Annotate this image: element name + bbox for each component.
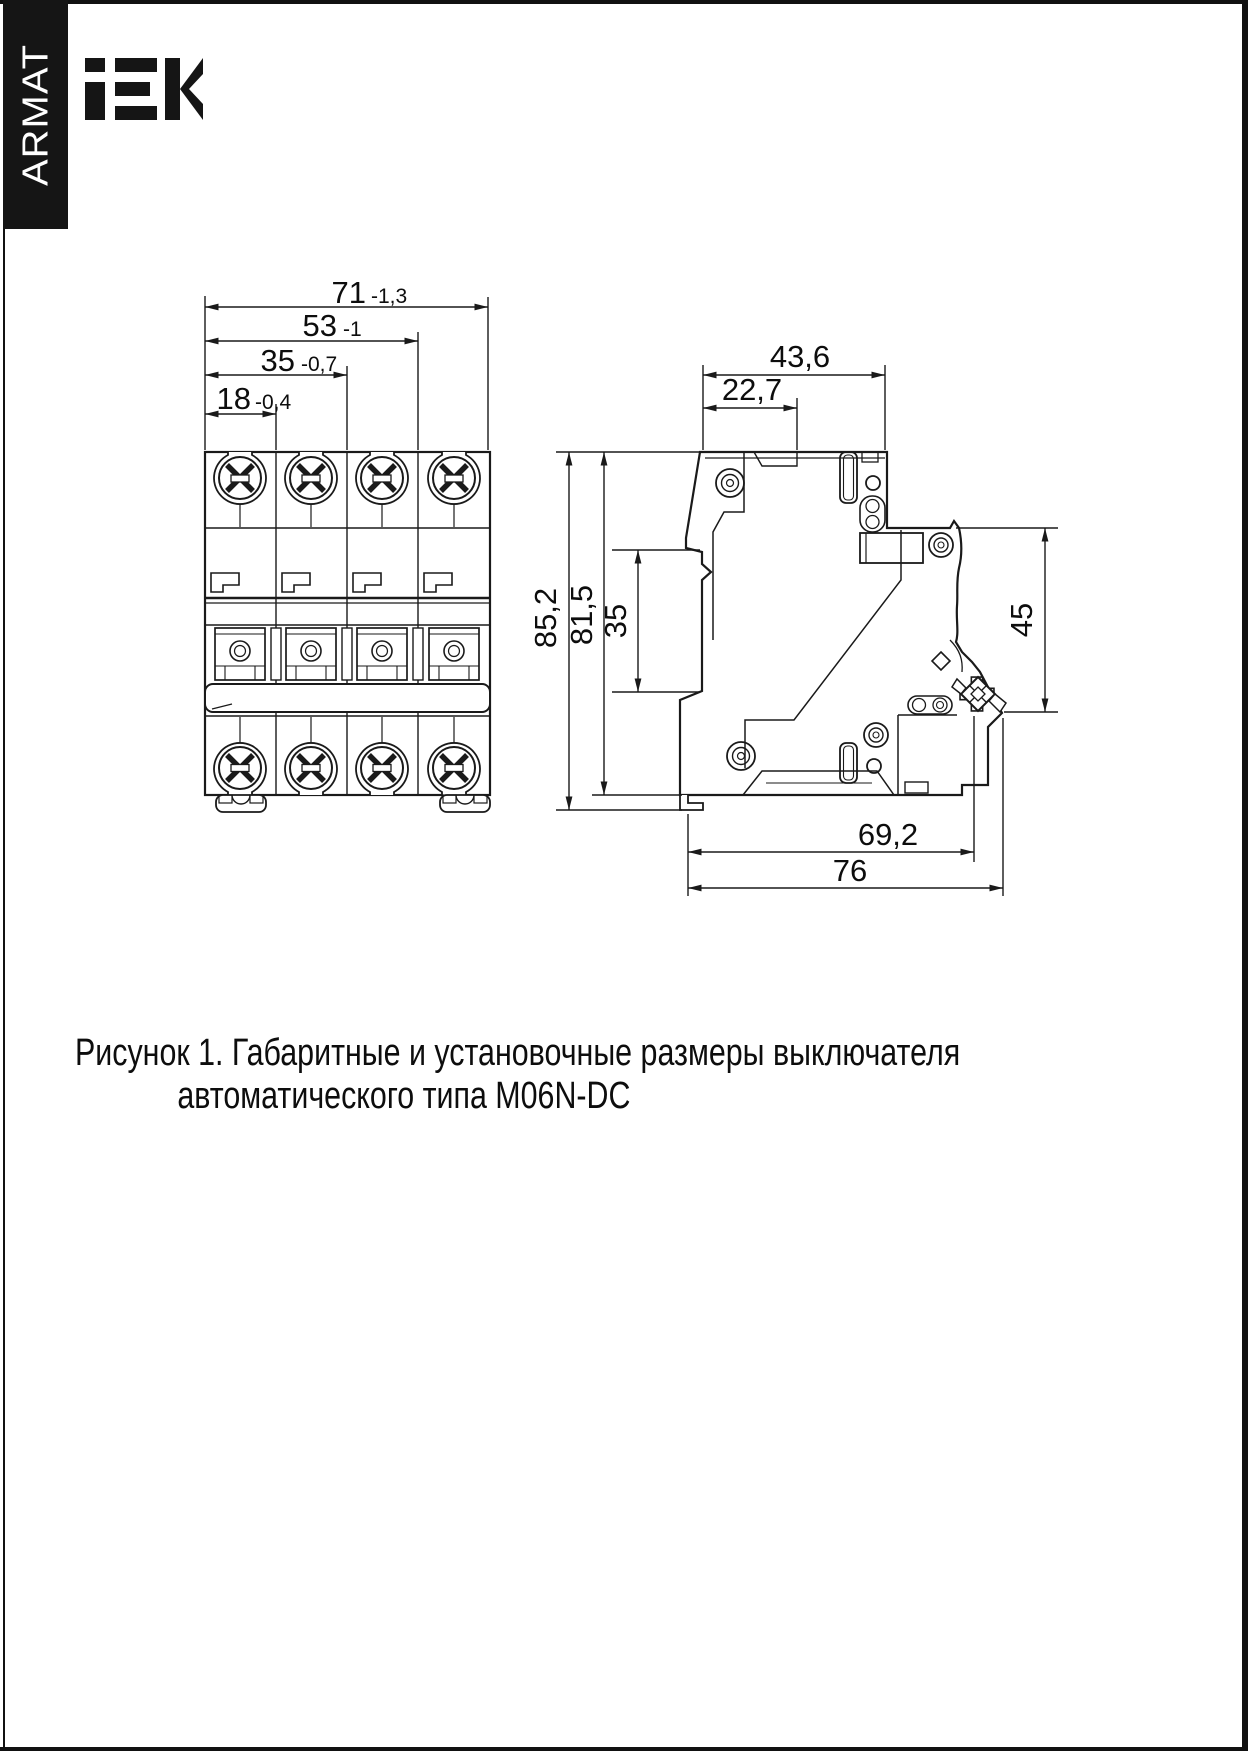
figure-caption-line1: Рисунок 1. Габаритные и установочные размеры выключателя — [75, 1032, 961, 1074]
front-view-drawing — [205, 275, 490, 812]
figure-caption — [75, 1032, 960, 1118]
side-view-drawing — [528, 339, 1058, 896]
front-view-dimensions — [205, 275, 488, 450]
brand-vertical-text: ARMAT — [15, 43, 55, 186]
dim-depth-top-inner: 22,7 — [721, 372, 783, 407]
dim-front-face: 45 — [1004, 602, 1039, 638]
dim-width-3pole: 53 — [302, 308, 337, 343]
dim-depth-top: 43,6 — [769, 339, 831, 374]
dim-width-1pole: 18 — [216, 381, 251, 416]
dim-width-3pole-tol: -1 — [343, 318, 362, 341]
side-foot — [680, 795, 703, 810]
dim-width-total: 71 — [331, 275, 366, 310]
front-toggle-handles — [215, 628, 479, 680]
dim-width-1pole-tol: -0,4 — [255, 391, 292, 414]
dim-depth-bottom-inner: 69,2 — [857, 817, 919, 852]
page-border-bottom — [0, 1747, 1248, 1751]
dim-width-2pole-tol: -0,7 — [301, 353, 338, 376]
front-mounting-feet — [216, 795, 490, 812]
figure-caption-line2: автоматического типа M06N-DC — [177, 1075, 631, 1117]
dim-width-2pole: 35 — [260, 343, 295, 378]
dim-din-rail: 35 — [598, 603, 633, 639]
front-toggle-tie-bar — [205, 684, 490, 712]
dim-height-body: 81,5 — [564, 584, 599, 646]
dim-height-total: 85,2 — [528, 587, 563, 649]
dim-width-total-tol: -1,3 — [371, 285, 408, 308]
dim-depth-bottom: 76 — [832, 853, 868, 888]
